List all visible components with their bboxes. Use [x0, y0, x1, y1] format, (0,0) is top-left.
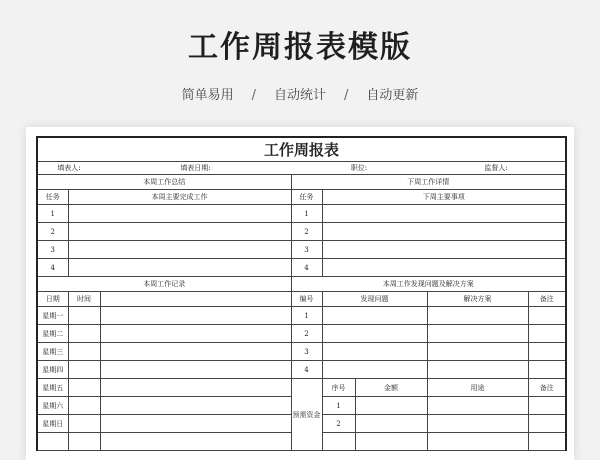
weekday-label	[37, 433, 68, 451]
solution-header: 解决方案	[427, 292, 528, 307]
budget-seq: 2	[322, 415, 355, 433]
form-title: 工作周报表	[37, 137, 566, 162]
task-number: 4	[37, 259, 68, 277]
task-header: 任务	[37, 190, 68, 205]
record-cell[interactable]	[100, 361, 291, 379]
issue-number: 3	[291, 343, 322, 361]
record-cell[interactable]	[100, 397, 291, 415]
weekly-report-table	[36, 136, 567, 451]
remark-cell[interactable]	[528, 325, 566, 343]
done-cell[interactable]	[68, 241, 291, 259]
remark-cell[interactable]	[528, 361, 566, 379]
page-title: 工作周报表模版	[188, 30, 412, 65]
task-number: 1	[37, 205, 68, 223]
purpose-cell[interactable]	[427, 433, 528, 451]
weekday-label: 星期六	[37, 397, 68, 415]
weekday-label: 星期二	[37, 325, 68, 343]
task-number: 2	[37, 223, 68, 241]
task-number: 3	[291, 241, 322, 259]
problem-cell[interactable]	[322, 361, 427, 379]
budget-seq	[322, 433, 355, 451]
form-sheet	[26, 127, 574, 460]
weekday-label: 星期五	[37, 379, 68, 397]
problem-header: 发现问题	[322, 292, 427, 307]
record-cell[interactable]	[100, 343, 291, 361]
time-cell[interactable]	[68, 361, 100, 379]
issue-number: 4	[291, 361, 322, 379]
solution-cell[interactable]	[427, 343, 528, 361]
date-header: 日期	[37, 292, 68, 307]
seq-header: 序号	[322, 379, 355, 397]
separator: /	[251, 88, 256, 103]
record-cell[interactable]	[100, 307, 291, 325]
time-cell[interactable]	[68, 433, 100, 451]
feature-auto-stats: 自动统计	[273, 88, 326, 103]
issue-number: 1	[291, 307, 322, 325]
record-content-header	[100, 292, 291, 307]
budget-seq: 1	[322, 397, 355, 415]
record-cell[interactable]	[100, 325, 291, 343]
solution-cell[interactable]	[427, 361, 528, 379]
position-label: 职位:	[291, 162, 427, 175]
problem-cell[interactable]	[322, 307, 427, 325]
purpose-header: 用途	[427, 379, 528, 397]
problem-cell[interactable]	[322, 343, 427, 361]
done-cell[interactable]	[68, 223, 291, 241]
time-header: 时间	[68, 292, 100, 307]
budget-remark-cell[interactable]	[528, 415, 566, 433]
budget-remark-cell[interactable]	[528, 433, 566, 451]
solution-cell[interactable]	[427, 325, 528, 343]
problem-cell[interactable]	[322, 325, 427, 343]
issue-number: 2	[291, 325, 322, 343]
summary-section-header: 本周工作总结	[37, 175, 291, 190]
solution-cell[interactable]	[427, 307, 528, 325]
budget-remark-cell[interactable]	[528, 397, 566, 415]
amount-cell[interactable]	[355, 415, 427, 433]
time-cell[interactable]	[68, 307, 100, 325]
supervisor-label: 监督人:	[427, 162, 566, 175]
done-cell[interactable]	[68, 259, 291, 277]
next-cell[interactable]	[322, 223, 566, 241]
task-number: 1	[291, 205, 322, 223]
time-cell[interactable]	[68, 379, 100, 397]
purpose-cell[interactable]	[427, 397, 528, 415]
number-header: 编号	[291, 292, 322, 307]
time-cell[interactable]	[68, 397, 100, 415]
amount-cell[interactable]	[355, 433, 427, 451]
remark-cell[interactable]	[528, 343, 566, 361]
budget-remark-header: 备注	[528, 379, 566, 397]
next-cell[interactable]	[322, 205, 566, 223]
weekday-label: 星期四	[37, 361, 68, 379]
done-cell[interactable]	[68, 205, 291, 223]
weekday-label: 星期三	[37, 343, 68, 361]
main-done-header: 本周主要完成工作	[68, 190, 291, 205]
feature-auto-update: 自动更新	[366, 88, 419, 103]
main-next-header: 下周主要事项	[322, 190, 566, 205]
fill-person-label: 填表人:	[37, 162, 100, 175]
weekday-label: 星期一	[37, 307, 68, 325]
plan-section-header: 下周工作详情	[291, 175, 566, 190]
time-cell[interactable]	[68, 415, 100, 433]
task-number: 3	[37, 241, 68, 259]
record-cell[interactable]	[100, 415, 291, 433]
amount-header: 金额	[355, 379, 427, 397]
amount-cell[interactable]	[355, 397, 427, 415]
fill-date-label: 填表日期:	[100, 162, 291, 175]
weekday-label: 星期日	[37, 415, 68, 433]
record-section-header: 本周工作记录	[37, 277, 291, 292]
separator: /	[344, 88, 349, 103]
task-number: 4	[291, 259, 322, 277]
task-number: 2	[291, 223, 322, 241]
budget-label: 预需资金	[291, 379, 322, 451]
remark-header: 备注	[528, 292, 566, 307]
purpose-cell[interactable]	[427, 415, 528, 433]
feature-easy: 简单易用	[181, 88, 234, 103]
feature-list	[0, 84, 600, 103]
remark-cell[interactable]	[528, 307, 566, 325]
time-cell[interactable]	[68, 343, 100, 361]
record-cell[interactable]	[100, 433, 291, 451]
issue-section-header: 本周工作发现问题及解决方案	[291, 277, 566, 292]
task-header: 任务	[291, 190, 322, 205]
time-cell[interactable]	[68, 325, 100, 343]
record-cell[interactable]	[100, 379, 291, 397]
next-cell[interactable]	[322, 241, 566, 259]
next-cell[interactable]	[322, 259, 566, 277]
